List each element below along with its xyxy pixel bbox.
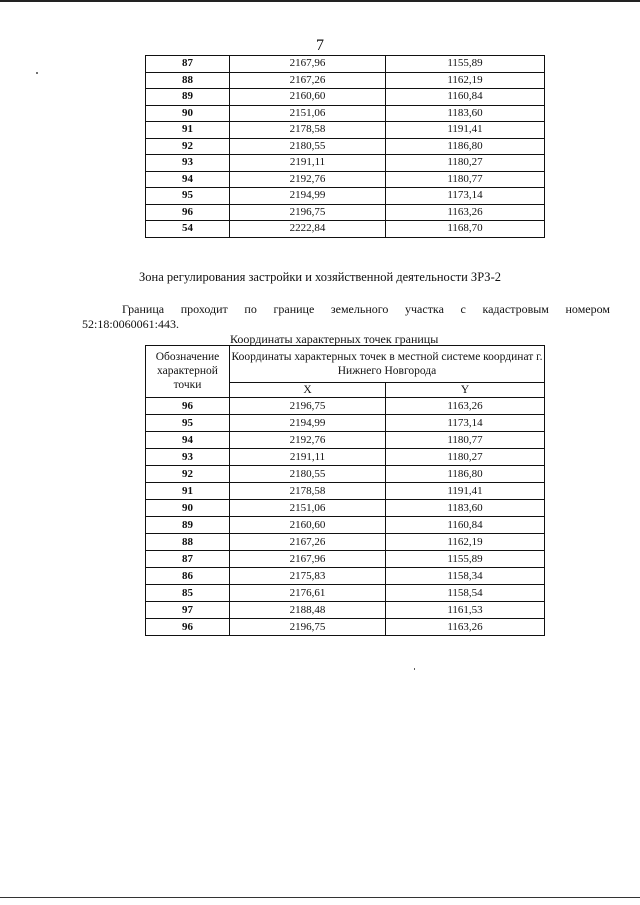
point-number: 87 [146,56,230,73]
table-row [146,415,545,432]
y-value: 1155,89 [386,56,545,73]
x-value: 2188,48 [230,602,386,619]
y-value: 1186,80 [386,138,545,155]
table-caption: Координаты характерных точек границы [230,332,439,346]
point-number: 97 [146,602,230,619]
table-row [146,500,545,517]
point-number: 94 [146,432,230,449]
y-value: 1191,41 [386,122,545,139]
table-row [146,517,545,534]
x-value: 2180,55 [230,138,386,155]
y-value: 1168,70 [386,221,545,238]
x-value: 2167,96 [230,551,386,568]
boundary-line-2: 52:18:0060061:443. [82,317,180,331]
table-row [146,122,545,139]
point-number: 92 [146,138,230,155]
boundary-description [82,302,610,332]
point-number: 88 [146,72,230,89]
y-value: 1173,14 [386,188,545,205]
header-coordinates: Координаты характерных точек в местной системе координат г. Нижнего Новгорода [230,346,545,383]
header-point-designation: Обозначение характерной точки [146,346,230,398]
header-y: Y [386,383,545,398]
point-number: 95 [146,415,230,432]
x-value: 2192,76 [230,432,386,449]
table-row [146,72,545,89]
x-value: 2175,83 [230,568,386,585]
y-value: 1180,27 [386,449,545,466]
x-value: 2167,96 [230,56,386,73]
point-number: 96 [146,398,230,415]
table-row [146,89,545,106]
x-value: 2196,75 [230,619,386,636]
y-value: 1160,84 [386,517,545,534]
y-value: 1191,41 [386,483,545,500]
table-row [146,483,545,500]
header-x: X [230,383,386,398]
table-row [146,568,545,585]
table-row [146,204,545,221]
y-value: 1158,34 [386,568,545,585]
table-row [146,534,545,551]
scan-speck [414,668,415,670]
boundary-line-1: Граница проходит по границе земельного участка с кадастровым номером [122,302,610,316]
x-value: 2196,75 [230,204,386,221]
point-number: 91 [146,122,230,139]
x-value: 2191,11 [230,155,386,172]
x-value: 2194,99 [230,188,386,205]
table-row [146,602,545,619]
x-value: 2191,11 [230,449,386,466]
y-value: 1162,19 [386,534,545,551]
x-value: 2160,60 [230,517,386,534]
y-value: 1183,60 [386,500,545,517]
point-number: 90 [146,105,230,122]
point-number: 96 [146,204,230,221]
y-value: 1162,19 [386,72,545,89]
y-value: 1173,14 [386,415,545,432]
page-number: 7 [316,37,324,54]
point-number: 85 [146,585,230,602]
x-value: 2178,58 [230,483,386,500]
point-number: 54 [146,221,230,238]
table-row [146,155,545,172]
y-value: 1163,26 [386,619,545,636]
y-value: 1186,80 [386,466,545,483]
table-row [146,138,545,155]
y-value: 1163,26 [386,398,545,415]
y-value: 1180,77 [386,432,545,449]
point-number: 86 [146,568,230,585]
boundary-coordinates-table [145,345,545,636]
x-value: 2167,26 [230,72,386,89]
point-number: 92 [146,466,230,483]
y-value: 1180,27 [386,155,545,172]
y-value: 1161,53 [386,602,545,619]
scan-top-edge [0,0,640,2]
point-number: 95 [146,188,230,205]
x-value: 2167,26 [230,534,386,551]
table-row [146,105,545,122]
y-value: 1158,54 [386,585,545,602]
point-number: 89 [146,89,230,106]
y-value: 1163,26 [386,204,545,221]
y-value: 1183,60 [386,105,545,122]
y-value: 1160,84 [386,89,545,106]
point-number: 88 [146,534,230,551]
table-row [146,188,545,205]
scan-bottom-edge [0,897,640,898]
x-value: 2178,58 [230,122,386,139]
x-value: 2194,99 [230,415,386,432]
zone-title: Зона регулирования застройки и хозяйственной деятельности ЗРЗ-2 [139,270,501,284]
point-number: 90 [146,500,230,517]
x-value: 2176,61 [230,585,386,602]
x-value: 2180,55 [230,466,386,483]
table-row [146,221,545,238]
point-number: 93 [146,155,230,172]
x-value: 2196,75 [230,398,386,415]
continued-coordinates-table [145,55,545,238]
point-number: 94 [146,171,230,188]
table-row [146,551,545,568]
table-row [146,466,545,483]
y-value: 1155,89 [386,551,545,568]
point-number: 96 [146,619,230,636]
point-number: 91 [146,483,230,500]
x-value: 2192,76 [230,171,386,188]
point-number: 93 [146,449,230,466]
table-row [146,398,545,415]
table-row [146,585,545,602]
table-row [146,449,545,466]
table-row [146,171,545,188]
table-row [146,432,545,449]
x-value: 2151,06 [230,105,386,122]
y-value: 1180,77 [386,171,545,188]
table-row [146,56,545,73]
table-row [146,619,545,636]
x-value: 2160,60 [230,89,386,106]
point-number: 87 [146,551,230,568]
point-number: 89 [146,517,230,534]
x-value: 2222,84 [230,221,386,238]
scan-speck [36,72,38,74]
x-value: 2151,06 [230,500,386,517]
